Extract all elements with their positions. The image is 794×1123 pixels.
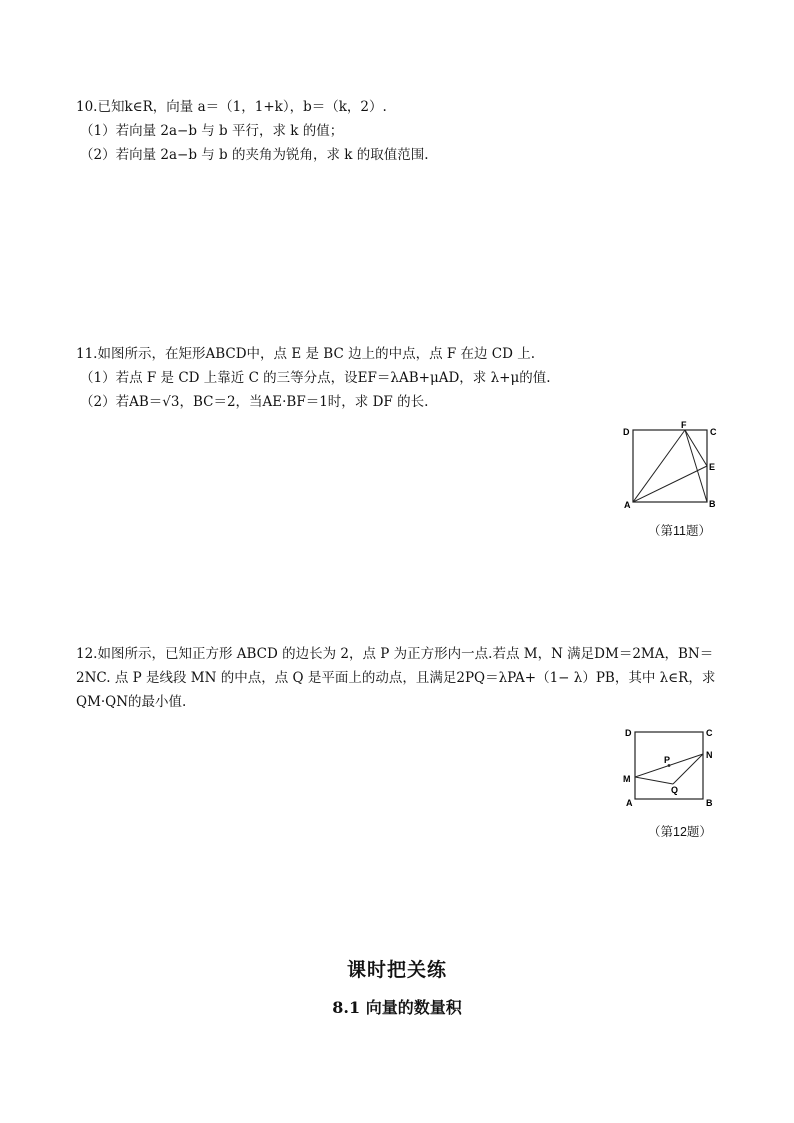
q12-figure: [615, 720, 725, 815]
q12-label-d: D: [625, 728, 632, 738]
q12-line2: 2NC. 点 P 是线段 MN 的中点，点 Q 是平面上的动点，且满足2PQ＝λPA+（1− λ）PB，其中 λ∈R，求: [76, 670, 716, 686]
q11-caption: （第11题）: [648, 524, 711, 538]
q11-label-b: B: [709, 499, 716, 509]
q11-label-e: E: [709, 462, 716, 472]
q12-label-n: N: [706, 750, 713, 760]
q12-label-c: C: [706, 728, 713, 738]
q12-label-b: B: [706, 798, 713, 808]
q11-label-f: F: [681, 420, 687, 430]
q12-caption: （第12题）: [648, 825, 712, 839]
q10-part2: （2）若向量 2a−b 与 b 的夹角为锐角，求 k 的取值范围.: [80, 147, 429, 163]
q11-part2: （2）若AB＝√3，BC＝2，当AE·BF＝1时，求 DF 的长.: [80, 394, 429, 410]
q12-label-a: A: [626, 798, 633, 808]
q11-figure: [615, 418, 725, 518]
q11-label-c: C: [710, 427, 717, 437]
q12-line1: 12.如图所示，已知正方形 ABCD 的边长为 2，点 P 为正方形内一点.若点 M，N 满足DM＝2MA，BN＝: [76, 646, 714, 662]
q10-stem: 10.已知k∈R，向量 a＝（1，1+k），b＝（k，2）.: [76, 99, 387, 115]
q11-stem: 11.如图所示，在矩形ABCD中，点 E 是 BC 边上的中点，点 F 在边 CD 上.: [76, 346, 536, 362]
section-title: 课时把关练: [346, 959, 447, 981]
q11-label-d: D: [623, 427, 630, 437]
q12-line3: QM·QN的最小值.: [76, 694, 187, 710]
q11-label-a: A: [624, 500, 631, 510]
q12-label-q: Q: [671, 785, 679, 795]
q12-label-m: M: [623, 774, 631, 784]
section-subtitle: 8.1 向量的数量积: [332, 998, 462, 1017]
q11-part1: （1）若点 F 是 CD 上靠近 C 的三等分点，设EF＝λAB+μAD，求 λ+μ的值.: [80, 370, 551, 386]
q12-label-p: P: [664, 755, 671, 765]
q10-part1: （1）若向量 2a−b 与 b 平行，求 k 的值；: [80, 123, 344, 139]
